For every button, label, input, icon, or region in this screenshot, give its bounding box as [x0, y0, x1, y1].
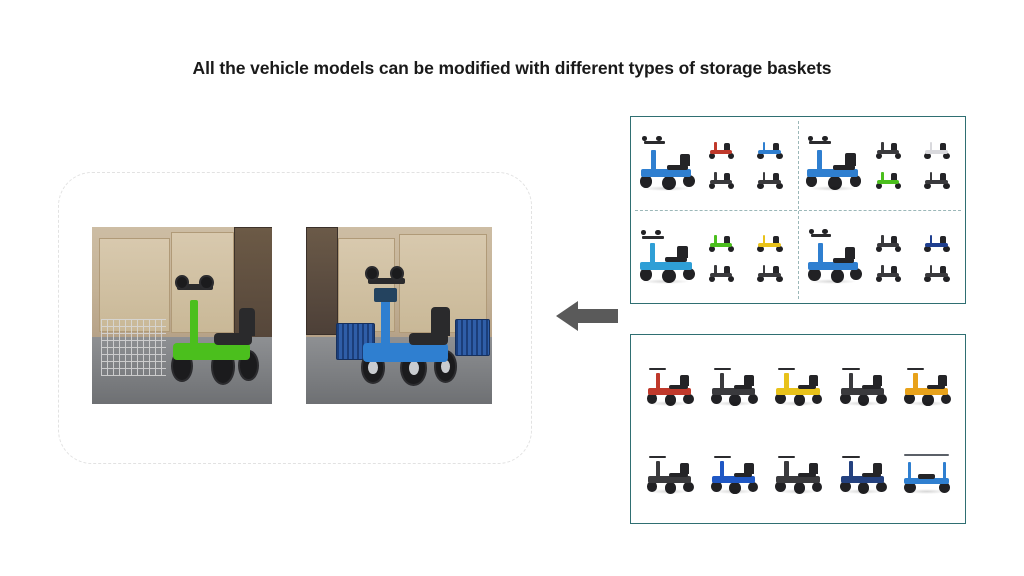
mirror-right — [390, 266, 404, 281]
seat-back — [239, 308, 255, 337]
scooter-thumb-main — [635, 228, 697, 286]
photo-green-scooter — [92, 227, 272, 404]
photo-green-scene — [92, 227, 272, 404]
left-pointing-arrow — [556, 298, 618, 334]
photo-blue-scene — [306, 227, 492, 404]
scooter-thumb-small — [706, 167, 736, 191]
variant-amber[interactable] — [895, 341, 959, 429]
variant-dark-4[interactable] — [766, 429, 830, 517]
scooter-thumb-small — [873, 260, 903, 284]
wire-mesh-basket — [101, 319, 166, 376]
scooter-thumb-main — [635, 135, 697, 193]
scooter-thumb-small — [922, 137, 952, 161]
variant-dark-1[interactable] — [701, 341, 765, 429]
blue-scooter — [354, 266, 458, 386]
mirror-right — [199, 275, 213, 290]
color-variants-gallery — [630, 334, 966, 524]
scooter-thumb-small — [755, 167, 785, 191]
scooter-thumb-small — [755, 137, 785, 161]
steering-column — [381, 295, 389, 350]
variant-dark-2[interactable] — [830, 341, 894, 429]
chassis — [363, 343, 448, 362]
scooter-thumb-small — [706, 260, 736, 284]
scooter-thumb-small — [755, 230, 785, 254]
color-variants-grid — [631, 335, 965, 523]
dark-shelf — [306, 227, 338, 335]
scooter-thumb-small — [873, 167, 903, 191]
variant-navy[interactable] — [830, 429, 894, 517]
scooter-thumb-small — [706, 137, 736, 161]
scooter-thumb-small — [922, 230, 952, 254]
variant-buggy-blue[interactable] — [895, 429, 959, 517]
wheel-hub — [409, 361, 419, 375]
seat-back — [431, 307, 450, 336]
green-scooter — [168, 275, 262, 385]
quad-cell-4[interactable] — [798, 210, 965, 303]
variant-yellow[interactable] — [766, 341, 830, 429]
scooter-thumb-small — [922, 260, 952, 284]
variant-blue-1[interactable] — [701, 429, 765, 517]
scooter-thumb-small — [873, 230, 903, 254]
cardboard-box — [99, 238, 169, 332]
scooter-thumb-main — [802, 228, 864, 286]
wheel-hub — [368, 361, 377, 374]
scooter-thumb-small — [873, 137, 903, 161]
scooter-thumb-small — [706, 230, 736, 254]
mirror-left — [175, 275, 189, 290]
chassis — [173, 343, 250, 361]
variant-red[interactable] — [637, 341, 701, 429]
quad-cell-1[interactable] — [631, 117, 798, 210]
steering-column — [190, 300, 198, 349]
page-title: All the vehicle models can be modified with different types of storage baskets — [192, 58, 832, 78]
model-variants-gallery-quad — [630, 116, 966, 304]
storage-basket-rear — [455, 319, 490, 356]
scooter-thumb-small — [922, 167, 952, 191]
mirror-left — [365, 266, 379, 281]
photo-blue-scooter — [306, 227, 492, 404]
variant-dark-3[interactable] — [637, 429, 701, 517]
control-panel — [374, 288, 397, 302]
scooter-thumb-main — [802, 135, 864, 193]
scooter-thumb-small — [755, 260, 785, 284]
quad-cell-2[interactable] — [798, 117, 965, 210]
quad-cell-3[interactable] — [631, 210, 798, 303]
quad-grid — [631, 117, 965, 303]
